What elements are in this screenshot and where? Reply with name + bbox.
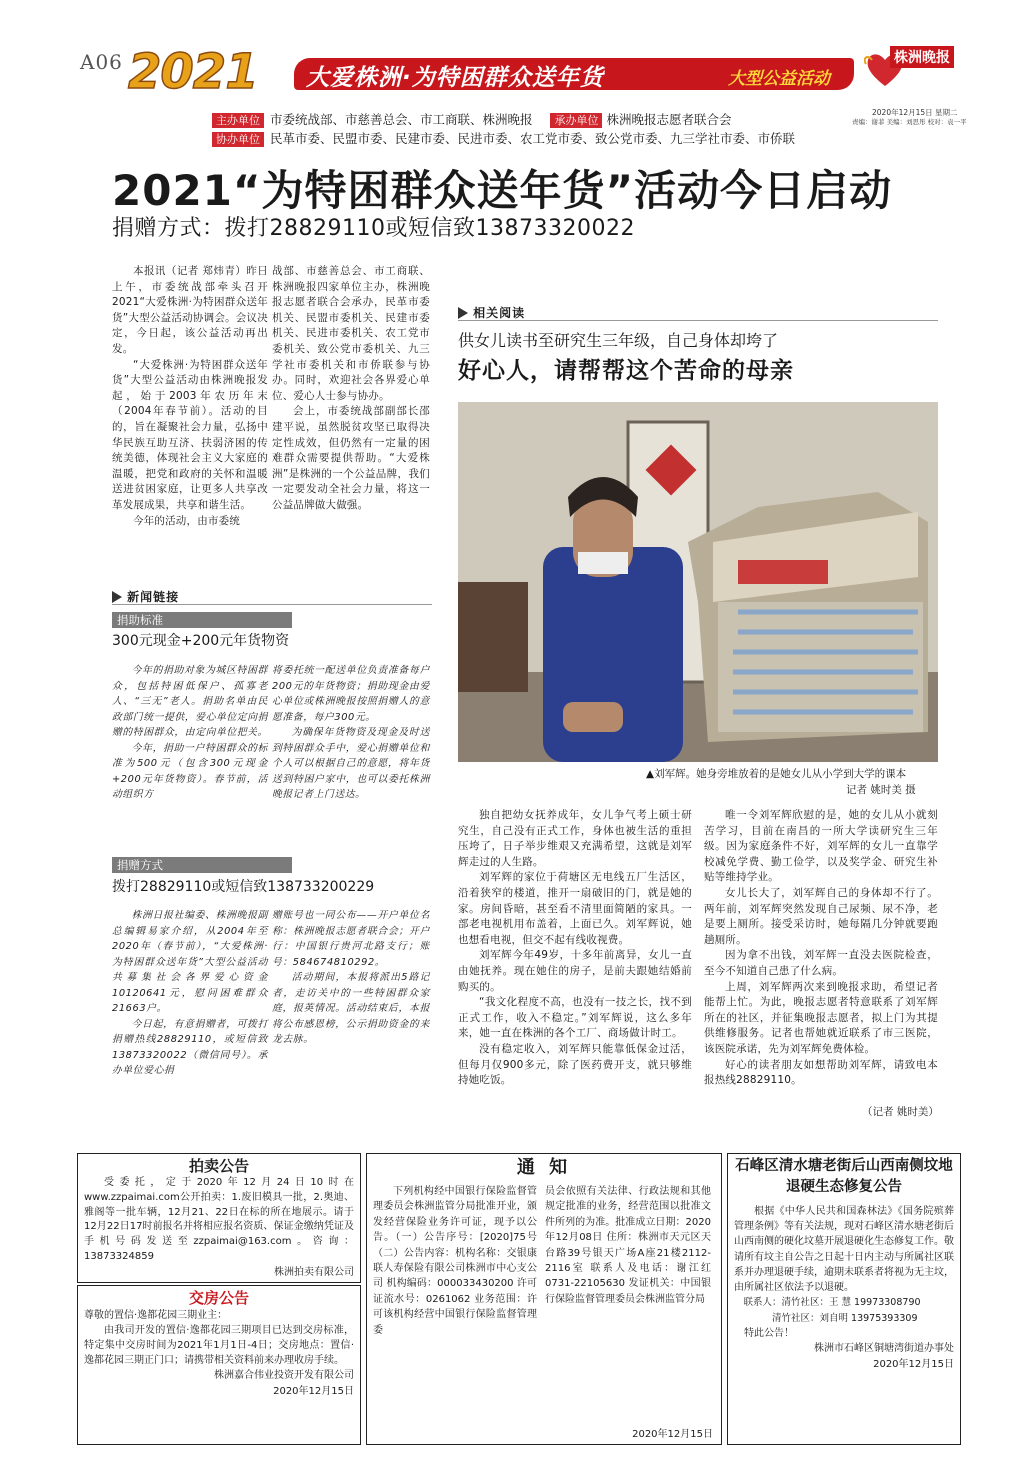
page-number: A06 <box>80 50 123 74</box>
license-notice <box>366 1153 722 1445</box>
paragraph: 刘军辉的家位于荷塘区无电线五厂生活区，沿着狭窄的楼道，推开一扇破旧的门，就是她的家。房间昏暗，甚至看不清里面简陋的家具。一部老电视机用布盖着，上面已久。刘军辉说，她也想看电视，但交不起有线收视费。 <box>458 871 692 946</box>
paragraph: 本报讯（记者 郑炜青）昨日上午，市委统战部牵头召开2021“大爱株洲·为特困群众送年货”大型公益活动协调会。会议决定，今日起，该公益活动再出发。 <box>112 265 268 355</box>
headline: 2021“为特困群众送年货”活动今日启动 <box>112 166 893 215</box>
organizer-tag: 主办单位 <box>212 113 264 128</box>
paragraph: “我文化程度不高，也没有一技之长，找不到正式工作，收入不稳定。”刘军辉说，这么多年来，她一直在株洲的各个工厂、商场做计时工。 <box>458 996 692 1040</box>
handover-sign: 株洲嘉合伟业投资开发有限公司 <box>214 1370 354 1382</box>
paragraph: “大爱株洲·为特困群众送年货”大型公益活动由株洲晚报发起，始于2003年农历年末（2004年春节前）。活动的目的，旨在凝聚社会力量，弘扬中华民族互助互济、扶弱济困的传统美德，体现社会主义大家庭的温暖，把党和政府的关怀和温暖送进贫困家庭，让更多人共享改革发展成果，共享和谐生活。 <box>112 358 268 511</box>
paragraph: 活动期间，本报将派出5路记者，走访关中的一些特困群众家庭，报英情况。活动结束后，本报将公布感恩榜，公示捐助资金的来龙去脉。 <box>272 972 430 1045</box>
grave-date: 2020年12月15日 <box>873 1358 954 1370</box>
organizer-row <box>212 110 731 128</box>
paragraph: 今日起，有意捐赠者，可拨打捐赠热线28829110，或短信致13873320022（微信同号）。承办单位爱心捐 <box>112 1018 268 1076</box>
paragraph: 上周，刘军辉两次来到晚报求助，希望记者能帮上忙。为此，晚报志愿者特意联系了刘军辉所在的社区，并征集晚报志愿者，拟上门为其提供维修服务。记者也帮她就近联系了市三医院，该医院承诺，先为刘军辉免费体检。 <box>704 980 938 1055</box>
year-logo: 2021 <box>128 44 258 100</box>
undertaker-text: 株洲晚报志愿者联合会 <box>606 112 732 127</box>
std-col2 <box>272 663 430 803</box>
related-label: 相关阅读 <box>473 306 526 320</box>
method-bar: 捐赠方式 <box>112 857 292 873</box>
std-col1 <box>112 663 268 803</box>
related-byline: （记者 姚时美） <box>862 1106 939 1118</box>
paragraph: 女儿长大了，刘军辉自己的身体却不行了。两年前，刘军辉突然发现自己尿频、尿不净，老是要上厕所。接受采访时，她每隔几分钟就要跑趟厕所。 <box>704 886 938 946</box>
paragraph: 独自把幼女抚养成年，女儿争气考上硕士研究生，自己没有正式工作，身体也被生活的重担压垮了，日子举步维艰又充满希望，这就是刘军辉走过的人生路。 <box>458 809 692 868</box>
grave-special: 特此公告！ <box>744 1328 794 1340</box>
grave-contact-2: 清竹社区：刘自明 13975393309 <box>772 1312 918 1324</box>
related-col2 <box>704 808 938 1089</box>
paragraph: 会上，市委统战部副部长邵建平说，虽然脱贫攻坚已取得决定性成效，但仍然有一定量的困难群众需要提供帮助。“大爱株洲”是株洲的一个公益品牌，我们一定要发动全社会力量，将这一公益品牌做大做强。 <box>272 405 430 511</box>
related-col1 <box>458 808 692 1089</box>
auction-sign: 株洲拍卖有限公司 <box>274 1266 354 1278</box>
undertaker-tag: 承办单位 <box>550 113 602 128</box>
organizer-text: 市委统战部、市慈善总会、市工商联、株洲晚报 <box>269 112 533 127</box>
std-title: 300元现金+200元年货物资 <box>112 633 290 649</box>
paragraph: 今年的活动，由市委统 <box>133 514 240 527</box>
paragraph: 因为拿不出钱，刘军辉一直没去医院检查，至今不知道自己患了什么病。 <box>704 949 938 977</box>
photo-credit: 记者 姚时美 摄 <box>846 784 916 796</box>
rule <box>112 604 432 605</box>
handover-greeting: 尊敬的置信·逸都花园三期业主： <box>84 1310 228 1321</box>
auction-title: 拍卖公告 <box>188 1157 249 1175</box>
grave-contact-1: 联系人：清竹社区：王 慧 19973308790 <box>743 1297 921 1309</box>
std-bar: 捐助标准 <box>112 612 292 628</box>
auction-notice <box>77 1153 361 1283</box>
paragraph: 为确保年货物资及现金及时送到特困群众手中，爱心捐赠单位和个人可以根据自己的意愿，将年货送到特困户家中，也可以委托株洲晚报记者上门送达。 <box>272 727 430 800</box>
paragraph: 唯一令刘军辉欣慰的是，她的女儿从小就刻苦学习，目前在南昌的一所大学读研究生三年级。因为家庭条件不好，刘军辉的女儿一直靠学校减免学费、勤工俭学，以及奖学金、研究生补贴等维持学业。 <box>704 809 938 884</box>
editors-line: 责编：谢菲 美编：刘思彤 校对：袁一平 <box>852 118 967 126</box>
main-article-col1 <box>112 264 268 529</box>
method-title: 拨打28829110或短信致138733200229 <box>112 879 375 895</box>
news-link-label: 新闻链接 <box>127 590 180 604</box>
handover-date: 2020年12月15日 <box>273 1385 354 1397</box>
header-banner <box>80 44 958 104</box>
slogan-sub: 大型公益活动 <box>728 69 830 89</box>
paragraph: 株洲日报社编委、株洲晚报副总编辑易家介绍，从2004年至2020年（春节前），“大爱株洲·为特困群众送年货”大型公益活动共募集社会各界爱心资金10120641元，慰问困难群众21663户。 <box>112 910 268 1014</box>
newspaper-logo: 株洲晚报 <box>890 46 954 68</box>
auction-body: 受委托，定于2020年12月24日10时在www.zzpaimai.com公开拍卖：1.废旧模具一批，2.奥迪、雅阁等一批车辆，12月21、22日在标的所在地展示。请于12月22日17时前报名并将相应报名资质、保证金缴纳凭证及手机号码发送至zzpaimai@163.com。咨询：13873324859 <box>84 1177 354 1262</box>
grave-notice <box>727 1153 961 1445</box>
paragraph: 好心的读者朋友如想帮助刘军辉，请致电本报热线28829110。 <box>704 1058 938 1087</box>
co-organizer-tag: 协办单位 <box>212 132 264 147</box>
method-col1 <box>112 908 268 1079</box>
method-col2 <box>272 908 430 1048</box>
grave-sign: 株洲市石峰区铜塘湾街道办事处 <box>814 1343 954 1355</box>
main-article-col2 <box>272 264 430 514</box>
slogan-text: 大爱株洲·为特困群众送年货 <box>306 65 604 91</box>
license-title: 通 知 <box>516 1157 572 1178</box>
arrow-icon <box>112 591 122 603</box>
paragraph: 今年的捐助对象为城区特困群众，包括特困低保户、孤寡老人、“三无”老人。捐助名单由民政部门统一提供，爱心单位定向捐赠的特困群众，由定向单位把关。 <box>112 665 268 738</box>
handover-title: 交房公告 <box>188 1289 249 1307</box>
grave-body: 根据《中华人民共和国森林法》《国务院殡葬管理条例》等有关法规，现对石峰区清水塘老街后山西南侧的硬化坟墓开展退硬化生态修复工作。敬请所有坟主自公告之日起十日内主动与所属社区联系并办理退硬手续，逾期未联系者将视为无主坟，由所属社区依法予以退硬。 <box>734 1206 954 1294</box>
license-date: 2020年12月15日 <box>632 1428 713 1440</box>
news-photo <box>458 402 938 762</box>
paragraph: 今年，捐助一户特困群众的标准为500元（包含300元现金+200元年货物资）。春节前，活动组织方 <box>112 742 268 800</box>
grave-title: 石峰区清水塘老街后山西南侧坟地退硬生态修复公告 <box>735 1158 953 1195</box>
co-organizer-text: 民革市委、民盟市委、民建市委、民进市委、农工党市委、致公党市委、九三学社市委、市侨联 <box>269 131 795 146</box>
subheadline: 捐赠方式：拨打28829110或短信致13873320022 <box>112 216 635 241</box>
arrow-icon <box>458 307 468 319</box>
related-heading <box>458 302 525 321</box>
related-kicker: 供女儿读书至研究生三年级，自己身体却垮了 <box>458 331 779 350</box>
handover-notice <box>77 1285 361 1445</box>
handover-body: 由我司开发的置信·逸都花园三期项目已达到交房标准，特定集中交房时间为2021年1月1日-4日；交房地点：置信·逸都花园三期正门口；请携带相关资料前来办理收房手续。 <box>84 1325 354 1367</box>
rule <box>458 320 938 321</box>
news-link-heading <box>112 586 179 605</box>
paragraph: 赠账号也一同公布——开户单位名称：株洲晚报志愿者联合会；开户行：中国银行贵河北路支行；账号：584674810292。 <box>272 910 430 968</box>
photo-caption: ▲刘军辉。她身旁堆放着的是她女儿从小学到大学的课本 <box>646 768 907 780</box>
paragraph: 刘军辉今年49岁，十多年前离异，女儿一直由她抚养。现在她住的房子，是前夫跟她结婚前购买的。 <box>458 949 692 993</box>
paragraph: 战部、市慈善总会、市工商联、株洲晚报四家单位主办，株洲晚报志愿者联合会承办，民革市委机关、民盟市委机关、民建市委机关、民进市委机关、农工党市委机关、致公党市委机关、九三学社市委机关和市侨联参与协办。同时，欢迎社会各界爱心单位、爱心人士参与协办。 <box>272 265 430 402</box>
license-col1: 下列机构经中国银行保险监督管理委员会株洲监管分局批准开业，颁发经营保险业务许可证，现予以公告。（一）公告序号：[2020]75号（二）公告内容：机构名称：交银康联人寿保险有限公司株洲市中心支公司 机构编码：000033430200 许可证流水号：0261062 业务范围：许可该机构经营中国银行保险监督管理委 <box>373 1186 537 1336</box>
date-line: 2020年12月15日 星期二 <box>872 108 958 117</box>
paragraph: 将委托统一配送单位负责准备每户200元的年货物资；捐助现金由爱心单位或株洲晚报按照捐赠人的意愿准备，每户300元。 <box>272 665 430 723</box>
related-title: 好心人，请帮帮这个苦命的母亲 <box>458 357 794 384</box>
co-organizer-row <box>212 129 795 147</box>
license-col2: 员会依照有关法律、行政法规和其他规定批准的业务，经营范围以批准文件所列的为准。批准成立日期：2020年12月08日 住所：株洲市天元区天台路39号银天广场A座21楼2112-2116室 联系人及电话：谢江红0731-22105630 发证机关：中国银行保险监督管理委员会株洲监管分局 <box>545 1186 711 1305</box>
paragraph: 没有稳定收入，刘军辉只能靠低保金过活，但每月仅900多元，除了医药费开支，就只够维持她吃饭。 <box>458 1042 692 1087</box>
